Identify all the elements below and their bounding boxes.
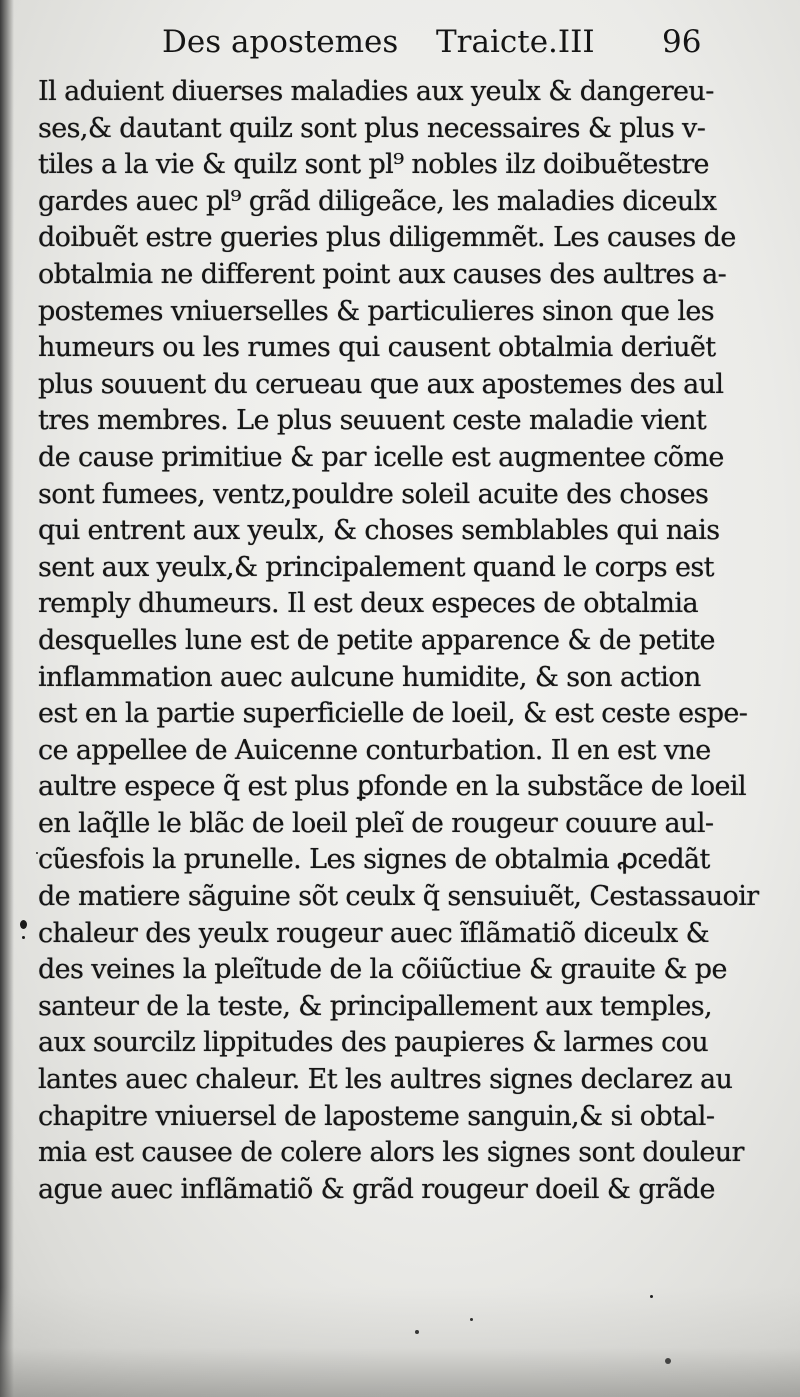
text-line: plus souuent du cerueau que aux apostemes des aul xyxy=(38,368,724,400)
text-line: qui entrent aux yeulx, & choses semblables qui nais xyxy=(38,515,720,547)
text-line: en laq̃lle le blãc de loeil pleĩ de rougeur couure aul- xyxy=(38,807,714,839)
text-line: gardes auec pl⁹ grãd diligeãce, les maladies diceulx xyxy=(38,185,717,217)
ink-speck xyxy=(36,852,38,854)
text-line: doibuẽt estre gueries plus diligemmẽt. Les causes de xyxy=(38,222,736,254)
running-head xyxy=(0,18,800,66)
text-line: aux sourcilz lippitudes des paupieres & larmes cou xyxy=(38,1027,709,1059)
text-line: sent aux yeulx,& principalement quand le corps est xyxy=(38,551,714,583)
text-line: remply dhumeurs. Il est deux especes de obtalmia xyxy=(38,588,698,620)
binding-edge xyxy=(0,0,14,1397)
running-head-title: Des apostemes xyxy=(162,24,399,60)
text-line: de cause primitiue & par icelle est augmentee cõme xyxy=(38,441,724,473)
text-line: tiles a la vie & quilz sont pl⁹ nobles ilz doibuẽtestre xyxy=(38,149,709,181)
text-line: santeur de la teste, & principallement aux temples, xyxy=(38,990,712,1022)
text-line: des veines la pleĩtude de la cõiũctiue & grauite & pe xyxy=(38,954,727,986)
text-line: ses,& dautant quilz sont plus necessaires & plus v- xyxy=(38,112,706,144)
text-line: ague auec inflãmatiõ & grãd rougeur doeil & grãde xyxy=(38,1173,715,1205)
text-line: chaleur des yeulx rougeur auec ĩflãmatiõ diceulx & xyxy=(38,917,709,949)
text-line: est en la partie superficielle de loeil, & est ceste espe- xyxy=(38,698,748,730)
text-line: obtalmia ne different point aux causes des aultres a- xyxy=(38,258,727,290)
ink-speck xyxy=(22,936,25,939)
text-line: sont fumees, ventz,pouldre soleil acuite des choses xyxy=(38,478,709,510)
body-text xyxy=(38,74,762,1208)
ink-speck xyxy=(20,920,27,929)
running-head-treatise: Traicte.III xyxy=(436,24,595,60)
text-line: tres membres. Le plus seuuent ceste maladie vient xyxy=(38,405,707,437)
text-line: mia est causee de colere alors les signes sont douleur xyxy=(38,1137,744,1169)
text-line: ce appellee de Auicenne conturbation. Il en est vne xyxy=(38,734,711,766)
text-line: cũesfois la prunelle. Les signes de obtalmia ꝓcedãt xyxy=(38,844,710,876)
scan-shadow xyxy=(0,1287,800,1397)
text-line: lantes auec chaleur. Et les aultres signes declarez au xyxy=(38,1064,733,1096)
text-line: Il aduient diuerses maladies aux yeulx & dangereu- xyxy=(38,76,714,107)
text-line: de matiere sãguine sõt ceulx q̃ sensuiuẽt, Cestassauoir xyxy=(38,881,759,913)
text-line: humeurs ou les rumes qui causent obtalmia deriuẽt xyxy=(38,332,716,364)
text-line: desquelles lune est de petite apparence & de petite xyxy=(38,624,715,656)
text-line: inflammation auec aulcune humidite, & son action xyxy=(38,661,701,693)
text-line: postemes vniuerselles & particulieres sinon que les xyxy=(38,295,715,327)
text-line: chapitre vniuersel de laposteme sanguin,& si obtal- xyxy=(38,1100,715,1132)
text-line: aultre espece q̃ est plus ꝑfonde en la substãce de loeil xyxy=(38,771,746,803)
folio-number: 96 xyxy=(662,24,702,60)
